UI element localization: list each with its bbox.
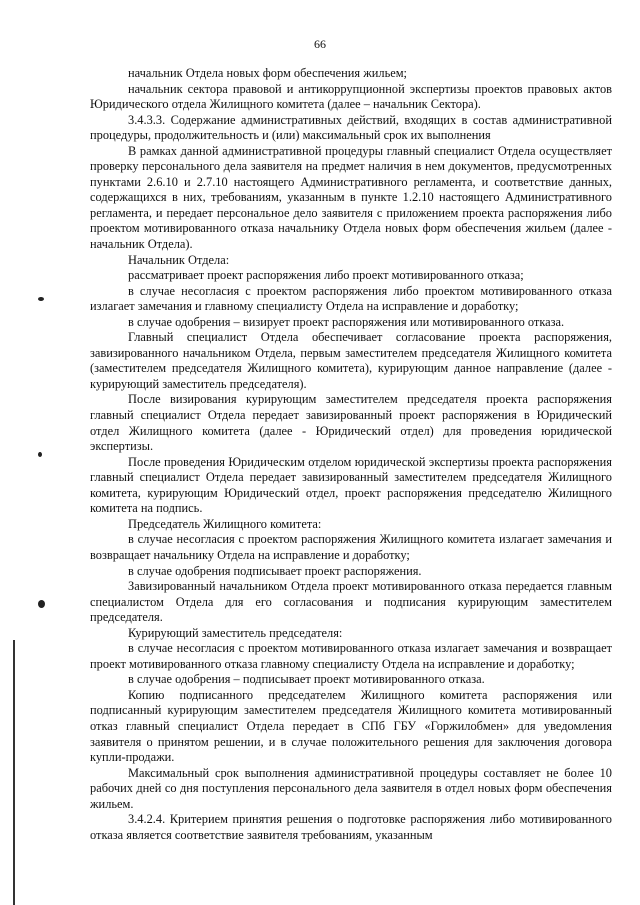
scan-speck [38, 452, 42, 457]
paragraph: начальник сектора правовой и антикоррупционной экспертизы проектов правовых актов Юридического отдела Жилищного комитета (далее – начальник Сектора). [90, 81, 612, 112]
paragraph: Максимальный срок выполнения административной процедуры составляет не более 10 рабочих дней со дня поступления персонального дела заявителя в отдел новых форм обеспечения жильем. [90, 765, 612, 811]
paragraph: в случае одобрения – подписывает проект мотивированного отказа. [128, 672, 485, 687]
paragraph: в случае несогласия с проектом распоряжения либо проектом мотивированного отказа излагает замечания и главному специалисту Отдела на исправление и доработку; [90, 283, 612, 314]
paragraph: в случае одобрения – визирует проект распоряжения или мотивированного отказа. [128, 314, 565, 329]
paragraph: Главный специалист Отдела обеспечивает согласование проекта распоряжения, завизированного начальником Отдела, первым заместителем председателя Жилищного комитета (заместителем председателя Жилищного комитета), курирующим данное направление (далее - курирующий заместитель председателя). [90, 330, 612, 391]
paragraph: После визирования курирующим заместителем председателя проекта распоряжения главный специалист Отдела передает завизированный проект распоряжения в Юридический отдел Жилищного комитета (далее - Юридический отдел) для проведения юридической экспертизы. [90, 392, 612, 454]
paragraph: в случае несогласия с проектом распоряжения Жилищного комитета излагает замечания и возвращает начальнику Отдела на исправление и доработку; [90, 532, 612, 562]
page-number: 66 [314, 37, 326, 51]
scan-edge-line [13, 640, 15, 905]
paragraph: Курирующий заместитель председателя: [128, 625, 343, 640]
paragraph: 3.4.3.3. Содержание административных действий, входящих в состав административной процедуры, продолжительность и (или) максимальный срок их выполнения [90, 112, 612, 143]
paragraph: в случае несогласия с проектом мотивированного отказа излагает замечания и возвращает проект мотивированного отказа главному специалисту Отдела на исправление и доработку; [90, 641, 612, 671]
paragraph: в случае одобрения подписывает проект распоряжения. [128, 563, 422, 578]
paragraph: В рамках данной административной процедуры главный специалист Отдела осуществляет проверку персонального дела заявителя на предмет наличия в нем документов, предусмотренных пунктами 2.6.10 и 2.7.10 настоящего Административного регламента, и соответствие данных, содержащихся в них, требованиям, указанным в пункте 1.2.10 настоящего Административного регламента, и передает персональное дело заявителя с приложением проекта распоряжения либо проектом мотивированного отказа начальнику Отдела новых форм обеспечения жильем (далее - начальник Отдела). [90, 143, 612, 252]
scan-speck [38, 297, 44, 301]
paragraph: 3.4.2.4. Критерием принятия решения о подготовке распоряжения либо мотивированного отказа является соответствие заявителя требованиям, указанным [90, 812, 612, 842]
paragraph: Председатель Жилищного комитета: [128, 516, 322, 531]
paragraph: начальник Отдела новых форм обеспечения жильем; [128, 66, 408, 80]
paragraph: После проведения Юридическим отделом юридической экспертизы проекта распоряжения главный специалист Отдела передает завизированный заместителем председателя Жилищного комитета, курирующим Юридический отдел, проект распоряжения председателю Жилищного комитета на подпись. [90, 454, 612, 516]
scan-speck [38, 600, 45, 608]
paragraph: Копию подписанного председателем Жилищного комитета распоряжения или подписанный курирующим заместителем председателя Жилищного комитета мотивированный отказ главный специалист Отдела передает в СПб ГБУ «Горжилобмен» для уведомления заявителя о принятом решении, и в случае положительного решения для заключения договора купли-продажи. [90, 687, 612, 765]
paragraph: Начальник Отдела: [128, 252, 230, 267]
paragraph: рассматривает проект распоряжения либо проект мотивированного отказа; [128, 268, 524, 283]
paragraph: Завизированный начальником Отдела проект мотивированного отказа передается главным специалистом Отдела для его согласования и подписания курирующим заместителем председателя. [90, 579, 612, 625]
document-body [90, 66, 612, 843]
